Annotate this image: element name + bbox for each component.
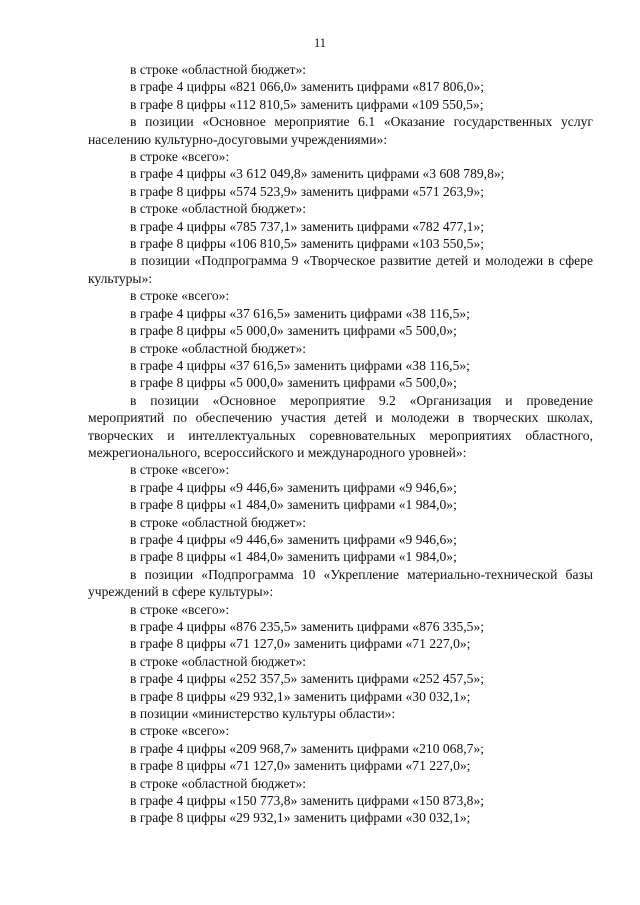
paragraph: в позиции «министерство культуры области»: xyxy=(130,706,396,722)
paragraph: в графе 4 цифры «37 616,5» заменить цифрами «38 116,5»; xyxy=(130,305,470,321)
paragraph: в позиции «Основное мероприятие 6.1 «Оказание государственных услуг населению культурно-досуговыми учреждениями»: xyxy=(88,114,597,147)
paragraph: в графе 8 цифры «29 932,1» заменить цифрами «30 032,1»; xyxy=(130,810,471,826)
paragraph: в графе 4 цифры «37 616,5» заменить цифрами «38 116,5»; xyxy=(130,357,470,373)
paragraph: в позиции «Подпрограмма 9 «Творческое развитие детей и молодежи в сфере культуры»: xyxy=(88,253,597,286)
paragraph: в графе 8 цифры «1 484,0» заменить цифрами «1 984,0»; xyxy=(130,497,457,513)
paragraph: в графе 8 цифры «71 127,0» заменить цифрами «71 227,0»; xyxy=(130,758,471,774)
paragraph: в строке «всего»: xyxy=(130,149,230,165)
document-body xyxy=(88,61,597,827)
paragraph: в строке «всего»: xyxy=(130,723,230,739)
paragraph: в строке «всего»: xyxy=(130,462,230,478)
paragraph: в позиции «Подпрограмма 10 «Укрепление материально-технической базы учреждений в сфере культуры»: xyxy=(88,566,597,600)
paragraph: в графе 8 цифры «1 484,0» заменить цифрами «1 984,0»; xyxy=(130,549,457,565)
paragraph: в графе 8 цифры «112 810,5» заменить цифрами «109 550,5»; xyxy=(130,96,484,112)
paragraph: в графе 8 цифры «5 000,0» заменить цифрами «5 500,0»; xyxy=(130,375,457,391)
paragraph: в строке «областной бюджет»: xyxy=(130,653,307,669)
paragraph: в графе 4 цифры «9 446,6» заменить цифрами «9 946,6»; xyxy=(130,479,457,495)
paragraph: в строке «областной бюджет»: xyxy=(130,775,307,791)
paragraph: в строке «областной бюджет»: xyxy=(130,340,307,356)
paragraph: в графе 4 цифры «3 612 049,8» заменить цифрами «3 608 789,8»; xyxy=(130,166,505,182)
paragraph: в позиции «Основное мероприятие 9.2 «Организация и проведение мероприятий по обеспечению участия детей и молодежи в творческих школах, творческих и интеллектуальных соревновательных мероприятиях областного, межрегионального, всероссийского и международного уровней»: xyxy=(88,392,597,460)
paragraph: в графе 4 цифры «876 235,5» заменить цифрами «876 335,5»; xyxy=(130,619,485,634)
paragraph: в строке «областной бюджет»: xyxy=(130,514,307,530)
paragraph: в графе 8 цифры «5 000,0» заменить цифрами «5 500,0»; xyxy=(130,323,457,339)
paragraph: в строке «всего»: xyxy=(130,288,230,304)
paragraph: в графе 4 цифры «785 737,1» заменить цифрами «782 477,1»; xyxy=(130,218,485,234)
paragraph: в графе 8 цифры «71 127,0» заменить цифрами «71 227,0»; xyxy=(130,636,471,652)
paragraph: в строке «областной бюджет»: xyxy=(130,62,307,77)
paragraph: в графе 8 цифры «106 810,5» заменить цифрами «103 550,5»; xyxy=(130,236,485,252)
paragraph: в строке «всего»: xyxy=(130,601,230,617)
paragraph: в графе 8 цифры «574 523,9» заменить цифрами «571 263,9»; xyxy=(130,183,485,199)
paragraph: в графе 4 цифры «150 773,8» заменить цифрами «150 873,8»; xyxy=(130,793,485,809)
paragraph: в графе 4 цифры «9 446,6» заменить цифрами «9 946,6»; xyxy=(130,531,457,547)
paragraph: в графе 4 цифры «209 968,7» заменить цифрами «210 068,7»; xyxy=(130,740,485,756)
page-number: 11 xyxy=(313,36,327,50)
paragraph: в графе 8 цифры «29 932,1» заменить цифрами «30 032,1»; xyxy=(130,688,471,704)
paragraph: в графе 4 цифры «821 066,0» заменить цифрами «817 806,0»; xyxy=(130,79,485,95)
paragraph: в строке «областной бюджет»: xyxy=(130,201,307,217)
paragraph: в графе 4 цифры «252 357,5» заменить цифрами «252 457,5»; xyxy=(130,671,485,687)
